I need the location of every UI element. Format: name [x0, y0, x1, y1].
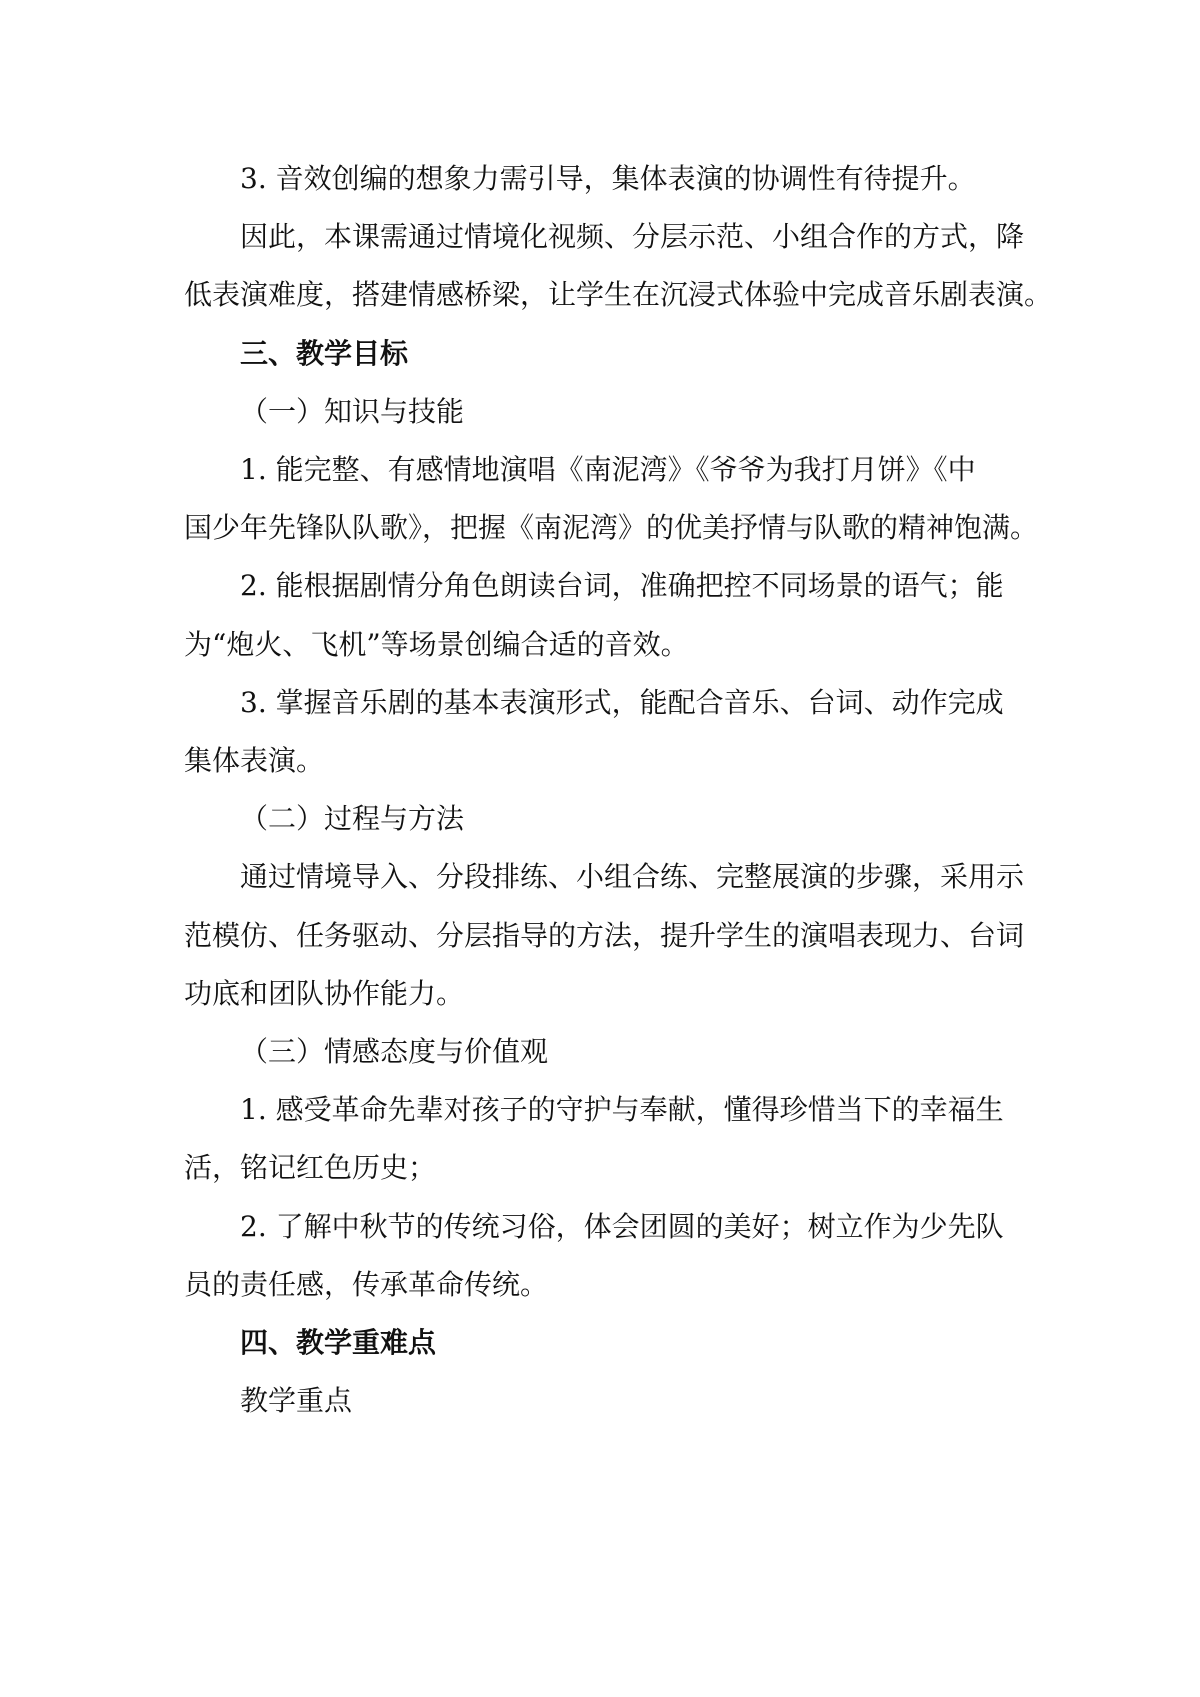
- text-line: 为“炮火、飞机”等场景创编合适的音效。: [184, 627, 689, 661]
- text-line: 2. 了解中秋节的传统习俗，体会团圆的美好；树立作为少先队: [240, 1209, 1004, 1243]
- subsection-heading: （一）知识与技能: [240, 394, 465, 428]
- text-line: 2. 能根据剧情分角色朗读台词，准确把控不同场景的语气；能: [240, 569, 1004, 603]
- subsection-heading: 教学重点: [240, 1384, 353, 1418]
- text-line: 集体表演。: [184, 744, 325, 778]
- text-line: 国少年先锋队队歌》，把握《南泥湾》的优美抒情与队歌的精神饱满。: [184, 511, 1039, 545]
- text-line: 1. 能完整、有感情地演唱《南泥湾》《爷爷为我打月饼》《中: [240, 453, 976, 487]
- text-line: 功底和团队协作能力。: [184, 976, 465, 1010]
- section-heading: 三、教学目标: [240, 336, 409, 370]
- text-line: 活，铭记红色历史；: [184, 1151, 437, 1185]
- text-line: 通过情境导入、分段排练、小组合练、完整展演的步骤，采用示: [240, 860, 1025, 894]
- subsection-heading: （三）情感态度与价值观: [240, 1035, 549, 1069]
- subsection-heading: （二）过程与方法: [240, 802, 465, 836]
- text-line: 员的责任感，传承革命传统。: [184, 1267, 549, 1301]
- text-line: 范模仿、任务驱动、分层指导的方法，提升学生的演唱表现力、台词: [184, 918, 1025, 952]
- text-line: 低表演难度，搭建情感桥梁，让学生在沉浸式体验中完成音乐剧表演。: [184, 278, 1053, 312]
- section-heading: 四、教学重难点: [240, 1326, 437, 1360]
- text-line: 3. 音效创编的想象力需引导，集体表演的协调性有待提升。: [240, 162, 976, 195]
- text-line: 1. 感受革命先辈对孩子的守护与奉献，懂得珍惜当下的幸福生: [240, 1093, 1004, 1127]
- document-page: [184, 150, 1053, 1430]
- text-line: 3. 掌握音乐剧的基本表演形式，能配合音乐、台词、动作完成: [240, 685, 1004, 719]
- text-line: 因此，本课需通过情境化视频、分层示范、小组合作的方式，降: [240, 220, 1025, 254]
